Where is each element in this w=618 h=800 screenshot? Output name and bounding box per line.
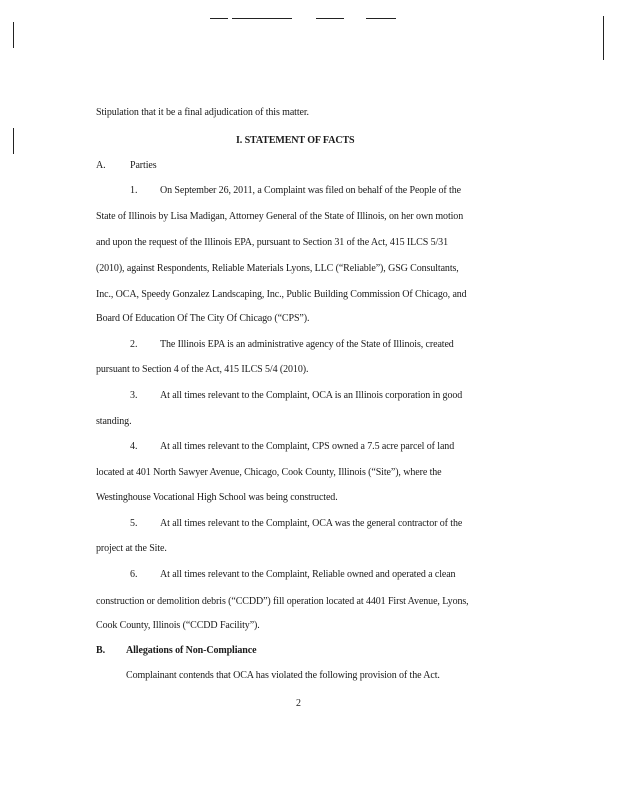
subsection-b-title: Allegations of Non-Compliance	[126, 645, 257, 656]
paragraph-2-line-2: pursuant to Section 4 of the Act, 415 ILCS 5/4 (2010).	[96, 364, 309, 375]
paragraph-6-line-2: construction or demolition debris (“CCDD”) fill operation located at 4401 First Avenue, Lyons,	[96, 596, 469, 607]
paragraph-2-line-1: The Illinois EPA is an administrative agency of the State of Illinois, created	[160, 339, 454, 350]
paragraph-3-line-1: At all times relevant to the Complaint, OCA is an Illinois corporation in good	[160, 390, 463, 401]
scan-mark-left-2	[13, 128, 14, 154]
paragraph-6-number: 6.	[130, 569, 138, 580]
scan-mark-right-1	[603, 16, 604, 60]
scan-mark-top-3	[316, 18, 344, 19]
scan-mark-top-4	[366, 18, 396, 19]
subsection-a-title: Parties	[130, 160, 157, 171]
subsection-b-letter: B.	[96, 645, 105, 656]
paragraph-1-line-2: State of Illinois by Lisa Madigan, Attorney General of the State of Illinois, on her own motion	[96, 211, 464, 222]
closing-line: Complainant contends that OCA has violated the following provision of the Act.	[126, 670, 440, 681]
paragraph-5-number: 5.	[130, 518, 138, 529]
paragraph-1-line-6: Board Of Education Of The City Of Chicago (“CPS”).	[96, 313, 310, 324]
paragraph-1-line-3: and upon the request of the Illinois EPA, pursuant to Section 31 of the Act, 415 ILCS 5/31	[96, 237, 448, 248]
paragraph-6-line-1: At all times relevant to the Complaint, Reliable owned and operated a clean	[160, 569, 456, 580]
paragraph-1-line-1: On September 26, 2011, a Complaint was filed on behalf of the People of the	[160, 185, 461, 196]
page-number: 2	[296, 698, 301, 709]
paragraph-3-line-2: standing.	[96, 416, 132, 427]
paragraph-1-number: 1.	[130, 185, 138, 196]
section-heading: I. STATEMENT OF FACTS	[236, 135, 355, 146]
paragraph-5-line-2: project at the Site.	[96, 543, 167, 554]
opening-line: Stipulation that it be a final adjudication of this matter.	[96, 107, 309, 118]
paragraph-1-line-5: Inc., OCA, Speedy Gonzalez Landscaping, Inc., Public Building Commission Of Chicago, and	[96, 289, 467, 300]
paragraph-4-line-3: Westinghouse Vocational High School was being constructed.	[96, 492, 338, 503]
paragraph-5-line-1: At all times relevant to the Complaint, OCA was the general contractor of the	[160, 518, 463, 529]
paragraph-4-line-1: At all times relevant to the Complaint, CPS owned a 7.5 acre parcel of land	[160, 441, 455, 452]
paragraph-4-number: 4.	[130, 441, 138, 452]
scan-mark-top-1	[210, 18, 228, 19]
paragraph-1-line-4: (2010), against Respondents, Reliable Materials Lyons, LLC (“Reliable”), GSG Consultants,	[96, 263, 459, 274]
paragraph-4-line-2: located at 401 North Sawyer Avenue, Chicago, Cook County, Illinois (“Site”), where the	[96, 467, 442, 478]
subsection-a-letter: A.	[96, 160, 106, 171]
paragraph-3-number: 3.	[130, 390, 138, 401]
scan-mark-top-2	[232, 18, 292, 19]
paragraph-2-number: 2.	[130, 339, 138, 350]
scan-mark-left-1	[13, 22, 14, 48]
paragraph-6-line-3: Cook County, Illinois (“CCDD Facility”).	[96, 620, 260, 631]
